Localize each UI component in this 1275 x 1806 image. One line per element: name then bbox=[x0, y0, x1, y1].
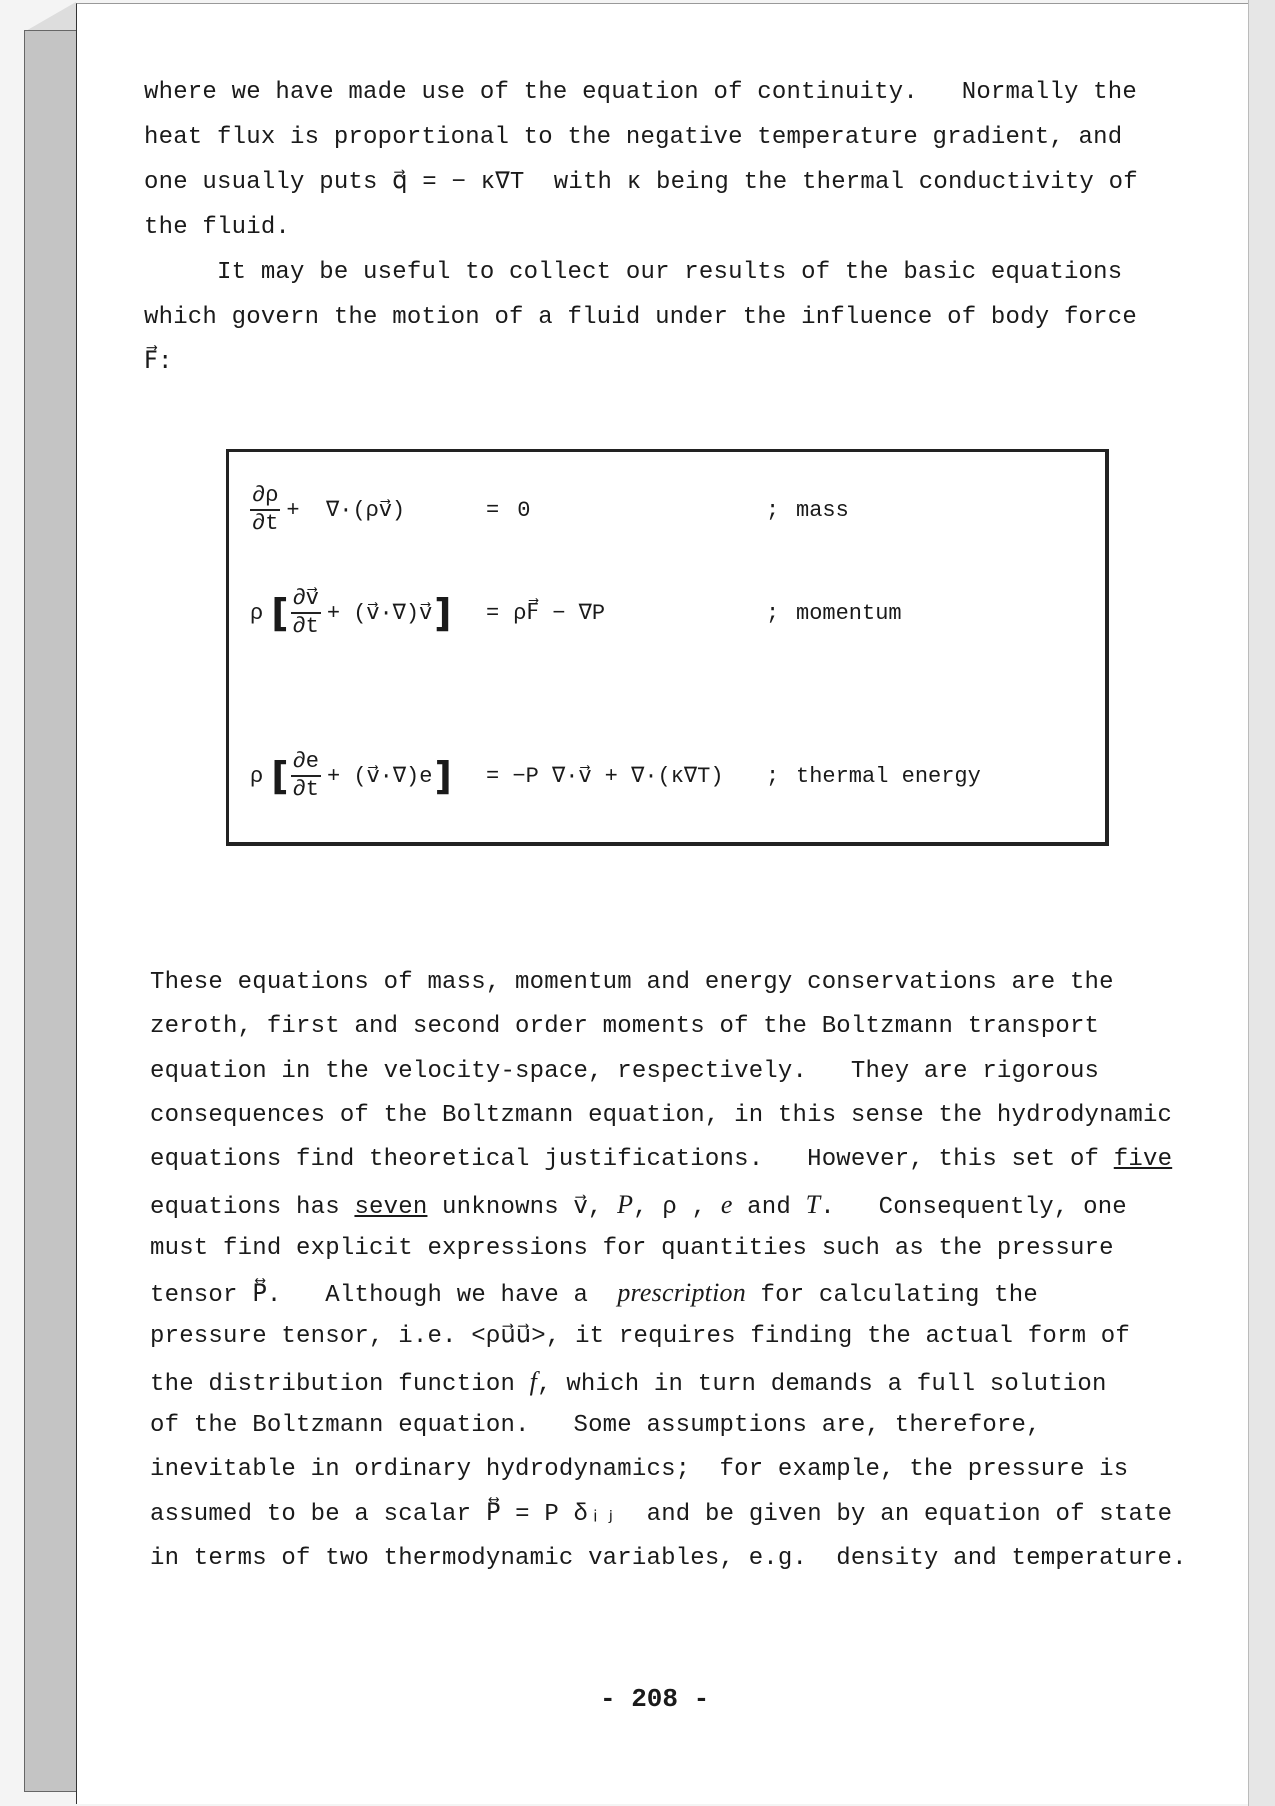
text-segment: It may be useful to collect our results of the basic equations bbox=[144, 259, 1123, 286]
numerator: ∂ρ bbox=[250, 483, 280, 511]
text-line bbox=[150, 1455, 1128, 1485]
text-line bbox=[144, 213, 290, 243]
text-segment: equation in the velocity-space, respectively. They are rigorous bbox=[150, 1057, 1100, 1085]
text-line bbox=[150, 1145, 1172, 1175]
text-segment: , which in turn demands a full solution bbox=[537, 1370, 1107, 1398]
denominator: ∂t bbox=[292, 777, 319, 802]
text-segment: , ρ , bbox=[633, 1193, 721, 1221]
text-line bbox=[150, 1544, 1187, 1574]
equals: = bbox=[486, 497, 500, 523]
text-segment: zeroth, first and second order moments of the Boltzmann transport bbox=[150, 1013, 1100, 1041]
text-segment: equations find theoretical justifications. However, this set of bbox=[150, 1146, 1114, 1174]
mass-divergence: + ∇·(ρv⃗) bbox=[286, 498, 406, 523]
equals: = bbox=[486, 600, 500, 626]
text-segment: for calculating the bbox=[745, 1282, 1038, 1310]
denominator: ∂t bbox=[292, 614, 319, 639]
text-segment: the distribution function bbox=[150, 1370, 530, 1398]
text-line bbox=[144, 348, 173, 378]
text-segment: the fluid. bbox=[144, 214, 291, 241]
text-line bbox=[150, 1500, 1172, 1530]
right-bracket: ] bbox=[434, 591, 452, 635]
text-line bbox=[150, 1367, 1107, 1400]
text-line bbox=[150, 968, 1114, 998]
page-number: - 208 - bbox=[600, 1684, 710, 1714]
energy-rhs-cell bbox=[486, 763, 766, 789]
momentum-rhs-cell bbox=[486, 600, 766, 626]
text-line bbox=[150, 1012, 1099, 1042]
text-line bbox=[144, 168, 1138, 198]
italic-text: f bbox=[529, 1366, 538, 1396]
right-bracket: ] bbox=[434, 754, 452, 798]
momentum-label: momentum bbox=[796, 600, 902, 626]
mass-rhs-cell bbox=[486, 498, 766, 523]
energy-label: thermal energy bbox=[796, 763, 981, 789]
text-segment: of the Boltzmann equation. Some assumptions are, therefore, bbox=[150, 1412, 1041, 1439]
text-segment: must find explicit expressions for quantities such as the pressure bbox=[150, 1234, 1114, 1262]
left-bracket: [ bbox=[271, 754, 289, 798]
text-segment: pressure tensor, i.e. <ρu⃗u⃗>, it requires finding the actual form of bbox=[150, 1323, 1130, 1351]
energy-time-derivative bbox=[291, 749, 321, 803]
text-line bbox=[150, 1057, 1099, 1087]
text-line bbox=[150, 1234, 1114, 1264]
denominator: ∂t bbox=[252, 511, 279, 536]
numerator: ∂e bbox=[291, 749, 321, 777]
text-line bbox=[150, 1190, 1127, 1223]
energy-equation bbox=[250, 741, 996, 811]
text-segment: where we have made use of the equation of continuity. Normally the bbox=[144, 79, 1137, 106]
text-line bbox=[150, 1278, 1038, 1311]
separator: ; bbox=[766, 497, 780, 523]
numerator: ∂v⃗ bbox=[291, 586, 321, 614]
mass-equation bbox=[250, 475, 996, 545]
text-line bbox=[144, 303, 1137, 333]
mass-lhs bbox=[250, 483, 486, 537]
text-segment: tensor P⃡. Although we have a bbox=[150, 1282, 618, 1310]
energy-lhs bbox=[250, 749, 486, 803]
text-segment: assumed to be a scalar P⃡ = P δᵢⱼ and be given by an equation of state bbox=[150, 1500, 1173, 1528]
energy-advection: + (v⃗·∇)e bbox=[326, 764, 433, 789]
text-line bbox=[144, 78, 1137, 108]
momentum-time-derivative bbox=[291, 586, 321, 640]
italic-text: T bbox=[805, 1189, 821, 1219]
italic-text: prescription bbox=[617, 1278, 746, 1308]
text-segment: unknowns v⃗, bbox=[427, 1193, 618, 1221]
left-bracket: [ bbox=[271, 591, 289, 635]
text-line bbox=[144, 123, 1122, 153]
text-segment: one usually puts q⃗ = − κ∇T with κ being the thermal conductivity of bbox=[144, 169, 1138, 196]
mass-rhs: 0 bbox=[517, 497, 531, 523]
energy-rhs: = −P ∇·v⃗ + ∇·(κ∇T) bbox=[486, 764, 724, 789]
text-line bbox=[150, 1101, 1172, 1131]
text-segment: and bbox=[732, 1193, 806, 1221]
underlined-text: seven bbox=[354, 1193, 428, 1221]
underlined-text: five bbox=[1113, 1146, 1173, 1174]
momentum-advection: + (v⃗·∇)v⃗ bbox=[326, 601, 433, 626]
book-spine-top bbox=[24, 2, 76, 32]
separator: ; bbox=[766, 763, 780, 789]
mass-time-derivative bbox=[250, 483, 280, 537]
separator: ; bbox=[766, 600, 780, 626]
text-segment: . Consequently, one bbox=[820, 1193, 1127, 1221]
mass-label: mass bbox=[796, 497, 849, 523]
text-segment: in terms of two thermodynamic variables, e.g. density and temperature. bbox=[150, 1544, 1187, 1572]
text-segment: consequences of the Boltzmann equation, in this sense the hydrodynamic bbox=[150, 1101, 1173, 1129]
text-segment: inevitable in ordinary hydrodynamics; for example, the pressure is bbox=[150, 1456, 1129, 1484]
italic-text: P bbox=[617, 1189, 634, 1219]
momentum-lhs bbox=[250, 586, 486, 640]
rho: ρ bbox=[250, 763, 264, 789]
book-spine bbox=[24, 30, 78, 1792]
text-line bbox=[144, 258, 1122, 288]
text-segment: These equations of mass, momentum and energy conservations are the bbox=[150, 969, 1114, 996]
momentum-rhs: ρF⃗ − ∇P bbox=[513, 601, 606, 626]
page-edge bbox=[1248, 0, 1275, 1806]
text-line bbox=[150, 1411, 1041, 1441]
rho: ρ bbox=[250, 600, 264, 626]
text-segment: heat flux is proportional to the negative temperature gradient, and bbox=[144, 124, 1123, 151]
text-segment: which govern the motion of a fluid under the influence of body force bbox=[144, 304, 1137, 331]
text-segment: F⃗: bbox=[144, 349, 173, 376]
text-line bbox=[150, 1322, 1130, 1352]
italic-text: e bbox=[720, 1189, 733, 1219]
text-segment: equations has bbox=[150, 1193, 355, 1221]
momentum-equation bbox=[250, 578, 996, 648]
